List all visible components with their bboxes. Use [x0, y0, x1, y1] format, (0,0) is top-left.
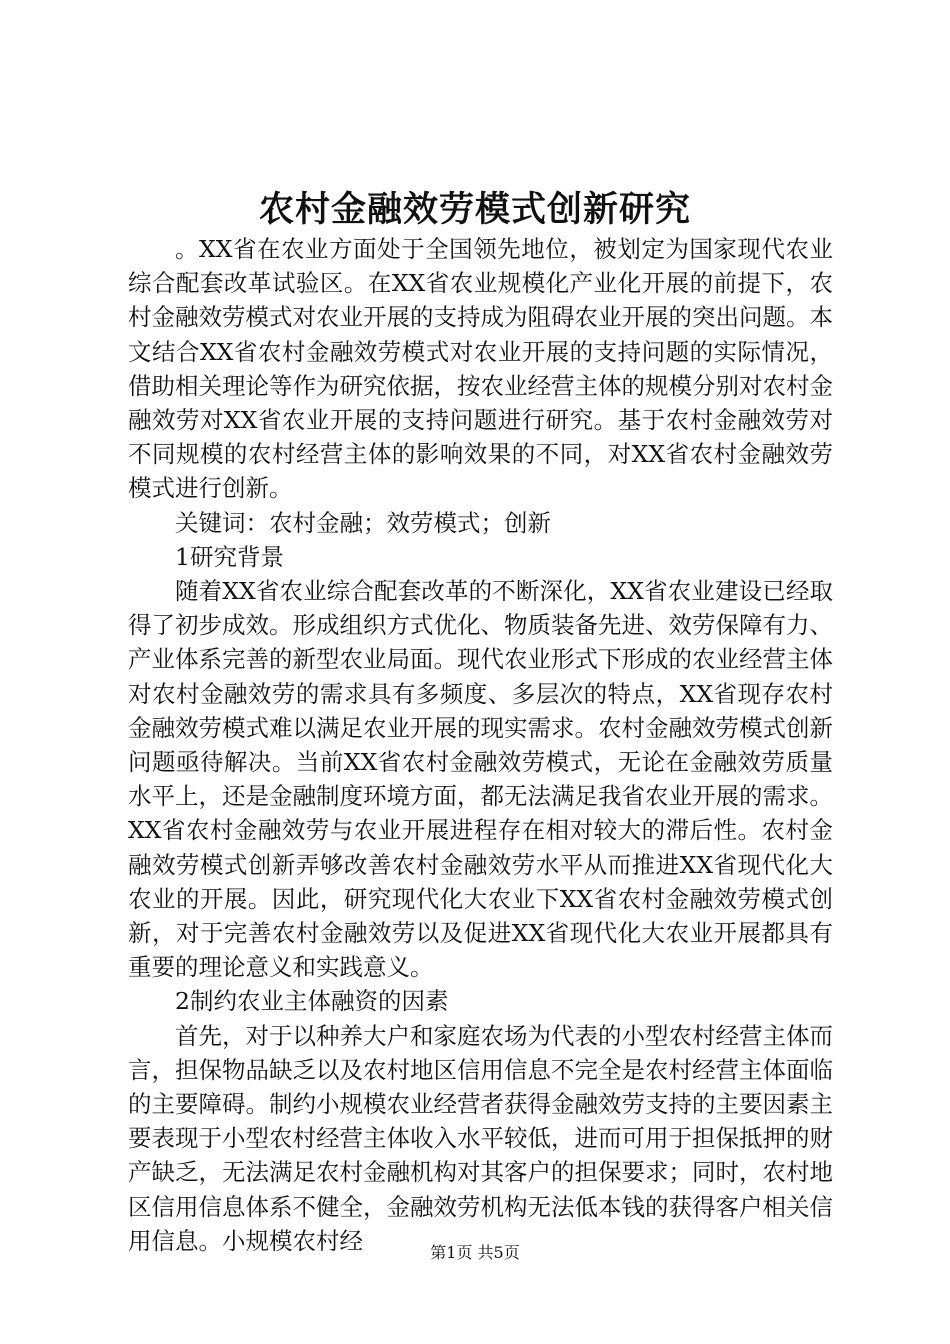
abstract-paragraph: 。XX省在农业方面处于全国领先地位，被划定为国家现代农业综合配套改革试验区。在XX省农业规模化产业化开展的前提下，农村金融效劳模式对农业开展的支持成为阻碍农业开展的突出问题。本文结合XX省农村金融效劳模式对农业开展的支持问题的实际情况，借助相关理论等作为研究依据，按农业经营主体的规模分别对农村金融效劳对XX省农业开展的支持问题进行研究。基于农村金融效劳对不同规模的农村经营主体的影响效果的不同，对XX省农村金融效劳模式进行创新。 [128, 235, 833, 503]
keywords-line: 关键词：农村金融；效劳模式；创新 [175, 508, 551, 537]
section-2-paragraph: 首先，对于以种养大户和家庭农场为代表的小型农村经营主体而言，担保物品缺乏以及农村地区信用信息不完全是农村经营主体面临的主要障碍。制约小规模农业经营者获得金融效劳支持的主要因素主要表现于小型农村经营主体收入水平较低，进而可用于担保抵押的财产缺乏，无法满足农村金融机构对其客户的担保要求；同时，农村地区信用信息体系不健全，金融效劳机构无法低本钱的获得客户相关信用信息。小规模农村经 [128, 1021, 833, 1255]
document-body [128, 232, 833, 1258]
section-1-heading: 1研究背景 [175, 542, 284, 571]
section-1-paragraph: 随着XX省农业综合配套改革的不断深化，XX省农业建设已经取得了初步成效。形成组织方式优化、物质装备先进、效劳保障有力、产业体系完善的新型农业局面。现代农业形式下形成的农业经营主体对农村金融效劳的需求具有多频度、多层次的特点，XX省现存农村金融效劳模式难以满足农业开展的现实需求。农村金融效劳模式创新问题亟待解决。当前XX省农村金融效劳模式，无论在金融效劳质量水平上，还是金融制度环境方面，都无法满足我省农业开展的需求。XX省农村金融效劳与农业开展进程存在相对较大的滞后性。农村金融效劳模式创新弄够改善农村金融效劳水平从而推进XX省现代化大农业的开展。因此，研究现代化大农业下XX省农村金融效劳模式创新，对于完善农村金融效劳以及促进XX省现代化大农业开展都具有重要的理论意义和实践意义。 [128, 577, 833, 982]
page-footer: 第1页 共5页 [430, 1243, 520, 1262]
section-2-heading: 2制约农业主体融资的因素 [175, 987, 449, 1016]
document-title: 农村金融效劳模式创新研究 [258, 189, 691, 230]
